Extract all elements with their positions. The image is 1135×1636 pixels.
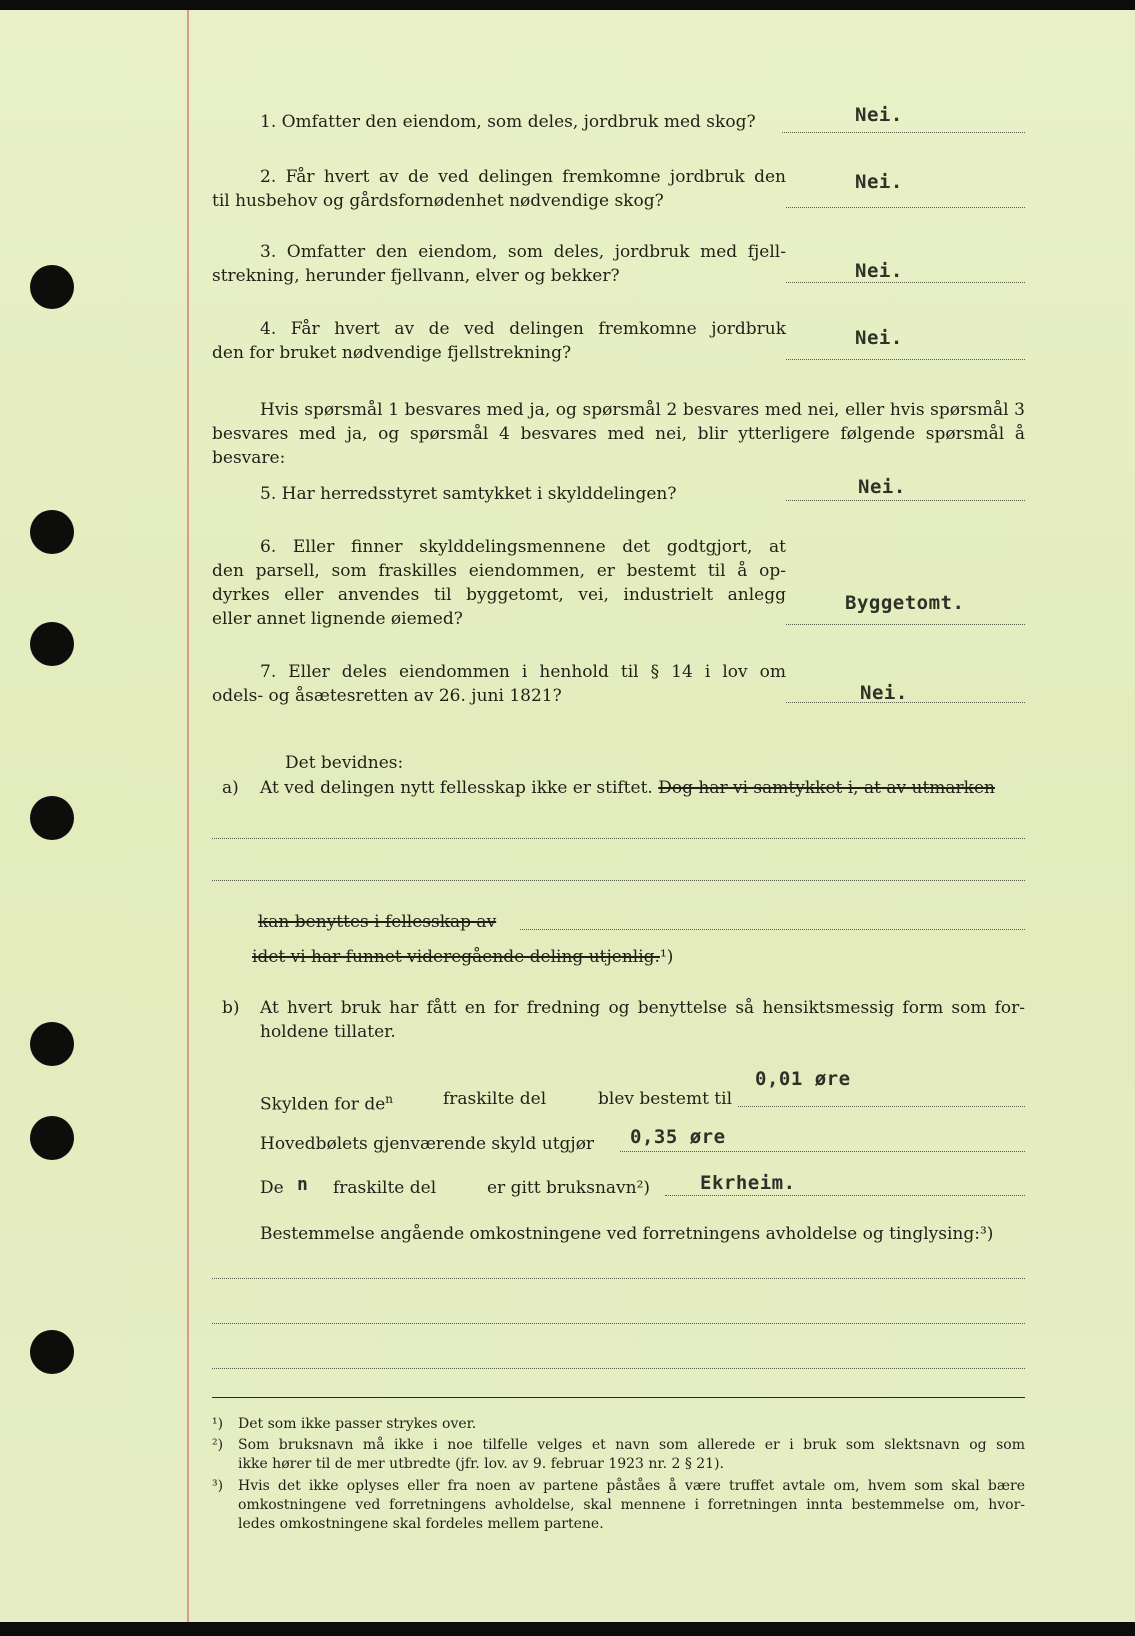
- blank-line: [212, 838, 1025, 839]
- bruksnavn-value: Ekrheim.: [700, 1172, 796, 1194]
- question-7-line-1: 7. Eller deles eiendommen i henhold til § 14 i lov om: [260, 662, 786, 682]
- bruksnavn-label-mid: fraskilte del: [333, 1178, 437, 1198]
- bruksnavn-label-n: n: [297, 1174, 309, 1195]
- punch-hole: [30, 1116, 74, 1160]
- item-b-marker: b): [222, 998, 240, 1018]
- footnote-3-line-2: omkostningene ved forretningens avholdelse, skal mennene i forretningen innta bestemmelse om, hvor-: [238, 1497, 1025, 1513]
- footnote-1-marker: ¹): [212, 1416, 224, 1432]
- bestemmelse-label: Bestemmelse angående omkostningene ved forretningens avholdelse og tinglysing:³): [260, 1224, 994, 1244]
- question-4-answer: Nei.: [855, 327, 903, 349]
- question-3-answer: Nei.: [855, 260, 903, 282]
- item-a-text: [260, 776, 995, 800]
- question-2-line-1: 2. Får hvert av de ved delingen fremkomne jordbruk den: [260, 167, 786, 187]
- question-6-line-1: 6. Eller finner skylddelingsmennene det godtgjort, at: [260, 537, 786, 557]
- footnote-ref-1: ¹): [659, 947, 674, 967]
- question-6-line-2: den parsell, som fraskilles eiendommen, er bestemt til å op-: [212, 561, 786, 581]
- question-6-line-3: dyrkes eller anvendes til byggetomt, vei, industrielt anlegg: [212, 585, 786, 605]
- answer-line: [782, 132, 1025, 133]
- struck-line-2: [252, 945, 673, 969]
- answer-line: [786, 359, 1025, 360]
- answer-line: [786, 282, 1025, 283]
- item-b-line-2: holdene tillater.: [260, 1022, 396, 1042]
- struck-line-2-text: idet vi har funnet videregående deling utjenlig.: [252, 947, 660, 967]
- question-7-answer: Nei.: [860, 682, 908, 704]
- question-6-line-4: eller annet lignende øiemed?: [212, 609, 463, 629]
- footnote-3-marker: ³): [212, 1478, 224, 1494]
- condition-line-2: besvares med ja, og spørsmål 4 besvares med nei, blir ytterligere følgende spørsmål å besvare:: [212, 424, 1025, 468]
- question-4-line-1: 4. Får hvert av de ved delingen fremkomne jordbruk: [260, 319, 786, 339]
- certify-heading: Det bevidnes:: [285, 753, 404, 773]
- question-3-line-2: strekning, herunder fjellvann, elver og bekker?: [212, 266, 620, 286]
- footnote-2-line-2: ikke hører til de mer utbredte (jfr. lov. av 9. februar 1923 nr. 2 § 21).: [238, 1456, 725, 1472]
- question-4-line-2: den for bruket nødvendige fjellstrekning?: [212, 343, 572, 363]
- struck-line-1: kan benyttes i fellesskap av: [258, 912, 497, 932]
- blank-line: [212, 1368, 1025, 1369]
- punch-hole: [30, 1330, 74, 1374]
- question-5-text: 5. Har herredsstyret samtykket i skylddelingen?: [260, 484, 677, 504]
- footnote-rule: [212, 1397, 1025, 1398]
- footnote-2-line-1: Som bruksnavn må ikke i noe tilfelle velges et navn som allerede er i bruk som slektsnavn og som: [238, 1437, 1025, 1453]
- answer-line: [786, 207, 1025, 208]
- condition-line-1: Hvis spørsmål 1 besvares med ja, og spørsmål 2 besvares med nei, eller hvis spørsmål 3: [260, 400, 1025, 420]
- punch-hole: [30, 1022, 74, 1066]
- blank-line: [212, 1278, 1025, 1279]
- question-2-answer: Nei.: [855, 171, 903, 193]
- footnote-1-line-1: Det som ikke passer strykes over.: [238, 1416, 477, 1432]
- punch-hole: [30, 796, 74, 840]
- item-a-struck-text: Dog har vi samtykket i, at av utmarken: [658, 778, 995, 798]
- item-a-statement: At ved delingen nytt fellesskap ikke er stiftet.: [260, 778, 653, 798]
- question-1-answer: Nei.: [855, 104, 903, 126]
- punch-hole: [30, 265, 74, 309]
- footnote-2-marker: ²): [212, 1437, 224, 1453]
- form-page: [0, 10, 1135, 1622]
- answer-line: [786, 500, 1025, 501]
- question-2-line-2: til husbehov og gårdsfornødenhet nødvendige skog?: [212, 191, 664, 211]
- footnote-3-line-1: Hvis det ikke oplyses eller fra noen av partene påståes å være truffet avtale om, hvem som skal bære: [238, 1478, 1025, 1494]
- question-6-answer: Byggetomt.: [845, 592, 965, 614]
- question-7-line-2: odels- og åsætesretten av 26. juni 1821?: [212, 686, 562, 706]
- skyld-value: 0,01 øre: [755, 1068, 851, 1090]
- question-1-text: 1. Omfatter den eiendom, som deles, jordbruk med skog?: [260, 112, 756, 132]
- question-5-answer: Nei.: [858, 476, 906, 498]
- skyld-label-n: n: [385, 1092, 394, 1106]
- answer-line: [786, 624, 1025, 625]
- value-line: [665, 1195, 1025, 1196]
- punch-hole: [30, 510, 74, 554]
- skyld-label: [260, 1087, 393, 1117]
- skyld-label-prefix: Skylden for de: [260, 1094, 386, 1115]
- blank-line: [212, 1323, 1025, 1324]
- punch-hole: [30, 622, 74, 666]
- blank-line: [520, 929, 1025, 930]
- bruksnavn-label-prefix: De: [260, 1178, 284, 1198]
- value-line: [620, 1151, 1025, 1152]
- blank-line: [212, 880, 1025, 881]
- bruksnavn-label-suffix: er gitt bruksnavn²): [487, 1178, 651, 1198]
- question-3-line-1: 3. Omfatter den eiendom, som deles, jordbruk med fjell-: [260, 242, 786, 262]
- skyld-label-mid: fraskilte del: [443, 1089, 547, 1109]
- skyld-label-suffix: blev bestemt til: [598, 1089, 733, 1109]
- margin-line: [187, 10, 189, 1622]
- hovedbol-value: 0,35 øre: [630, 1126, 726, 1148]
- item-a-marker: a): [222, 778, 239, 798]
- footnote-3-line-3: ledes omkostningene skal fordeles mellem partene.: [238, 1516, 604, 1532]
- hovedbol-label: Hovedbølets gjenværende skyld utgjør: [260, 1134, 595, 1154]
- item-b-line-1: At hvert bruk har fått en for fredning og benyttelse så hensiktsmessig form som for-: [260, 998, 1025, 1018]
- value-line: [738, 1106, 1025, 1107]
